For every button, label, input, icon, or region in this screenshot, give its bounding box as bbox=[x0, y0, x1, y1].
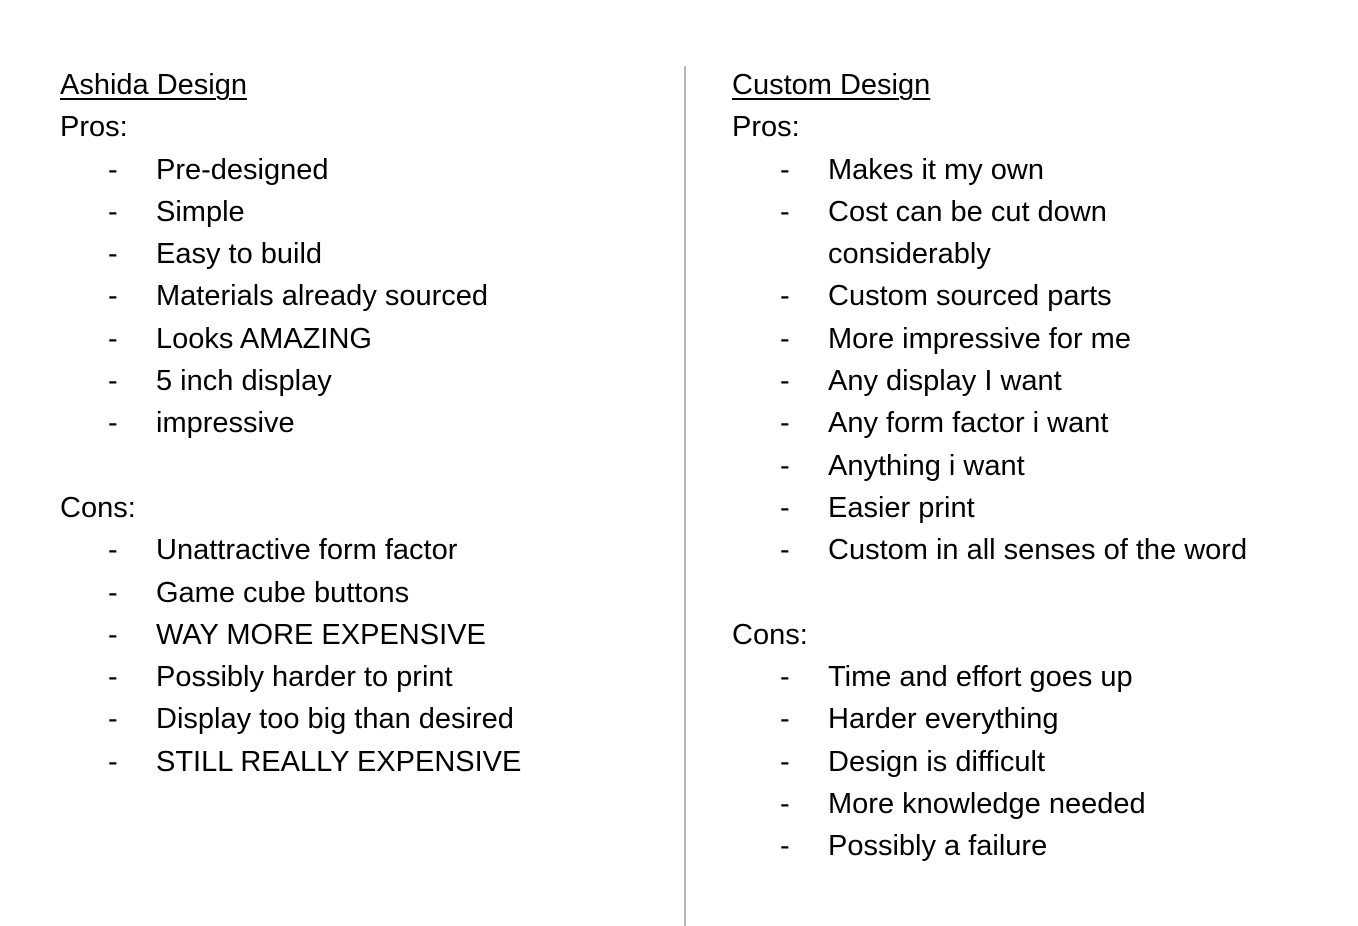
list-item bbox=[60, 741, 660, 783]
bullet-dash: - bbox=[780, 703, 790, 736]
list-item bbox=[60, 698, 660, 740]
list-item bbox=[732, 741, 1332, 783]
list-item bbox=[732, 275, 1332, 317]
bullet-dash: - bbox=[108, 153, 118, 186]
list-item bbox=[732, 402, 1332, 444]
custom-pros-label: Pros: bbox=[732, 111, 800, 144]
custom-design-heading: Custom Design bbox=[732, 69, 931, 101]
column-divider bbox=[684, 66, 686, 926]
list-item-text: Custom sourced parts bbox=[828, 280, 1112, 313]
bullet-dash: - bbox=[780, 661, 790, 694]
custom-pros-list bbox=[732, 149, 1332, 572]
list-item bbox=[60, 402, 660, 444]
ashida-design-column bbox=[60, 64, 660, 783]
bullet-dash: - bbox=[108, 322, 118, 355]
bullet-dash: - bbox=[108, 280, 118, 313]
list-item-text: Unattractive form factor bbox=[156, 534, 458, 567]
bullet-dash: - bbox=[780, 830, 790, 863]
list-item-text: Any form factor i want bbox=[828, 407, 1109, 440]
list-item-text: Design is difficult bbox=[828, 745, 1046, 778]
bullet-dash: - bbox=[780, 195, 790, 228]
bullet-dash: - bbox=[780, 745, 790, 778]
list-item bbox=[732, 318, 1332, 360]
list-item-text: Simple bbox=[156, 195, 245, 228]
list-item bbox=[732, 825, 1332, 867]
list-item bbox=[732, 529, 1332, 571]
list-item bbox=[60, 191, 660, 233]
list-item bbox=[732, 698, 1332, 740]
list-item-text: Pre-designed bbox=[156, 153, 329, 186]
list-item-text: Cost can be cut down considerably bbox=[828, 195, 1107, 271]
list-item bbox=[732, 487, 1332, 529]
list-item-text: Any display I want bbox=[828, 365, 1062, 398]
list-item-text: Custom in all senses of the word bbox=[828, 534, 1248, 567]
bullet-dash: - bbox=[780, 534, 790, 567]
custom-cons-list bbox=[732, 656, 1332, 867]
bullet-dash: - bbox=[108, 407, 118, 440]
list-item-text: Looks AMAZING bbox=[156, 322, 372, 355]
ashida-design-heading: Ashida Design bbox=[60, 69, 247, 101]
list-item-text: Anything i want bbox=[828, 449, 1025, 482]
bullet-dash: - bbox=[108, 618, 118, 651]
bullet-dash: - bbox=[108, 745, 118, 778]
bullet-dash: - bbox=[108, 534, 118, 567]
bullet-dash: - bbox=[780, 280, 790, 313]
bullet-dash: - bbox=[780, 322, 790, 355]
bullet-dash: - bbox=[780, 788, 790, 821]
list-item bbox=[732, 656, 1332, 698]
list-item-text: Makes it my own bbox=[828, 153, 1044, 186]
bullet-dash: - bbox=[780, 449, 790, 482]
list-item bbox=[732, 360, 1332, 402]
list-item bbox=[732, 191, 1332, 276]
blank-line bbox=[732, 572, 1332, 614]
list-item bbox=[60, 656, 660, 698]
list-item-text: 5 inch display bbox=[156, 365, 332, 398]
bullet-dash: - bbox=[108, 703, 118, 736]
list-item bbox=[60, 275, 660, 317]
list-item-text: Game cube buttons bbox=[156, 576, 410, 609]
bullet-dash: - bbox=[780, 407, 790, 440]
list-item-text: Possibly a failure bbox=[828, 830, 1048, 863]
list-item-text: Easier print bbox=[828, 491, 975, 524]
list-item bbox=[60, 318, 660, 360]
list-item-text: Possibly harder to print bbox=[156, 661, 453, 694]
custom-cons-label: Cons: bbox=[732, 618, 808, 651]
ashida-pros-list bbox=[60, 149, 660, 445]
list-item-text: Materials already sourced bbox=[156, 280, 489, 313]
list-item bbox=[60, 614, 660, 656]
list-item bbox=[60, 233, 660, 275]
bullet-dash: - bbox=[108, 661, 118, 694]
bullet-dash: - bbox=[780, 365, 790, 398]
bullet-dash: - bbox=[780, 491, 790, 524]
list-item bbox=[60, 572, 660, 614]
list-item bbox=[60, 529, 660, 571]
list-item-text: impressive bbox=[156, 407, 295, 440]
bullet-dash: - bbox=[108, 195, 118, 228]
list-item-text: Time and effort goes up bbox=[828, 661, 1133, 694]
bullet-dash: - bbox=[108, 238, 118, 271]
list-item-text: More impressive for me bbox=[828, 322, 1131, 355]
blank-line bbox=[60, 445, 660, 487]
list-item-text: WAY MORE EXPENSIVE bbox=[156, 618, 486, 651]
ashida-cons-list bbox=[60, 529, 660, 783]
list-item-text: Display too big than desired bbox=[156, 703, 514, 736]
ashida-cons-label: Cons: bbox=[60, 491, 136, 524]
list-item-text: STILL REALLY EXPENSIVE bbox=[156, 745, 522, 778]
list-item bbox=[60, 360, 660, 402]
list-item-text: More knowledge needed bbox=[828, 788, 1146, 821]
bullet-dash: - bbox=[780, 153, 790, 186]
bullet-dash: - bbox=[108, 576, 118, 609]
custom-design-column bbox=[732, 64, 1332, 868]
list-item bbox=[732, 149, 1332, 191]
list-item bbox=[732, 445, 1332, 487]
list-item bbox=[732, 783, 1332, 825]
bullet-dash: - bbox=[108, 365, 118, 398]
list-item bbox=[60, 149, 660, 191]
list-item-text: Easy to build bbox=[156, 238, 323, 271]
ashida-pros-label: Pros: bbox=[60, 111, 128, 144]
list-item-text: Harder everything bbox=[828, 703, 1059, 736]
